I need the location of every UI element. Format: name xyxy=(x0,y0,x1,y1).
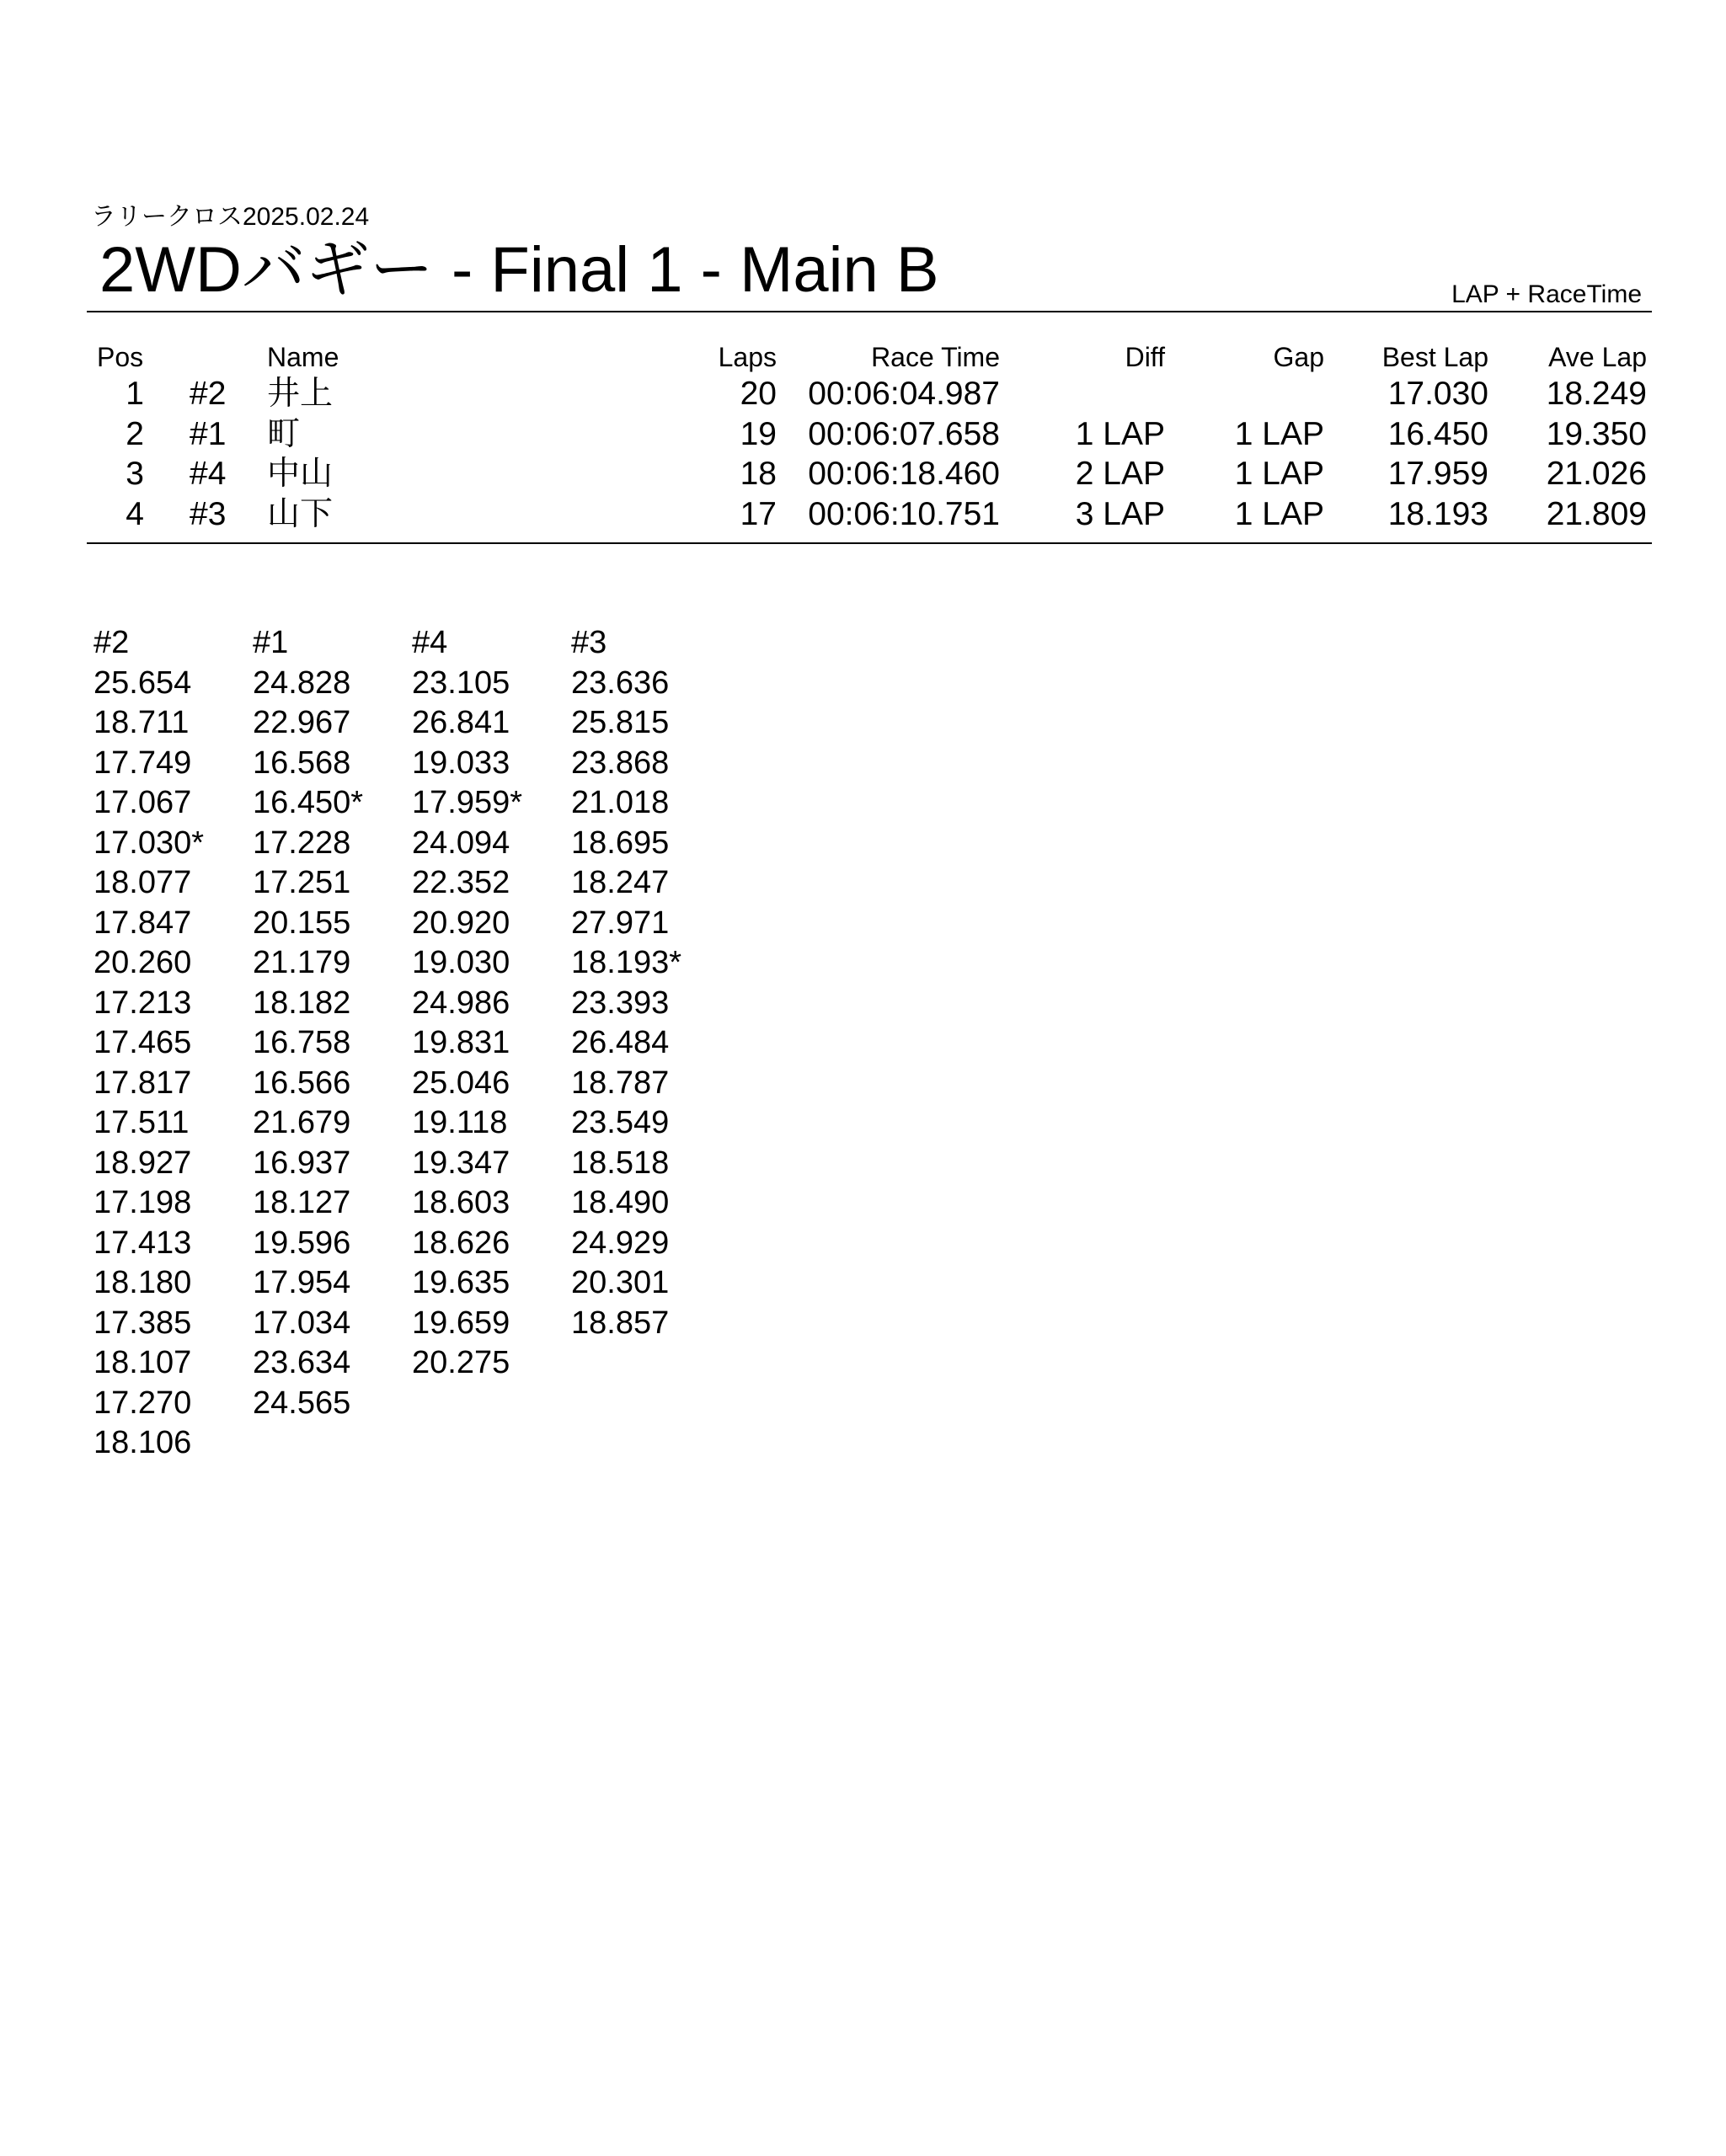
result-car-number: #3 xyxy=(190,495,227,532)
lap-time: 25.046 xyxy=(412,1065,510,1101)
result-race-time: 00:06:18.460 xyxy=(808,456,1000,492)
lap-column-header: #3 xyxy=(571,625,607,660)
result-best-lap: 17.030 xyxy=(1387,376,1488,412)
results-row xyxy=(87,454,1652,494)
result-driver-name: 中山 xyxy=(267,456,334,492)
results-header-row xyxy=(87,340,1652,374)
lap-time: 17.030* xyxy=(94,825,205,861)
lap-time: 24.986 xyxy=(412,985,510,1021)
lap-column xyxy=(94,623,253,1464)
lap-column xyxy=(571,623,730,1464)
result-driver-name: 井上 xyxy=(267,376,334,412)
lap-time: 19.659 xyxy=(412,1305,510,1341)
lap-column-header: #2 xyxy=(94,625,130,660)
lap-time: 17.749 xyxy=(94,744,192,781)
lap-time: 26.841 xyxy=(412,705,510,740)
result-ave-lap: 21.026 xyxy=(1546,456,1647,492)
lap-column xyxy=(253,623,412,1464)
lap-time: 17.954 xyxy=(253,1265,351,1300)
result-driver-name: 山下 xyxy=(267,495,334,532)
lap-time: 24.828 xyxy=(253,664,351,701)
lap-time: 19.030 xyxy=(412,945,510,980)
lap-time: 17.385 xyxy=(94,1305,192,1341)
result-driver-name: 町 xyxy=(267,415,301,452)
lap-time: 23.868 xyxy=(571,744,670,781)
result-best-lap: 17.959 xyxy=(1387,456,1488,492)
lap-time: 17.270 xyxy=(94,1385,192,1421)
lap-time: 18.193* xyxy=(571,945,682,980)
column-header-ave-lap: Ave Lap xyxy=(1548,342,1647,372)
lap-time: 17.213 xyxy=(94,985,192,1021)
lap-time: 22.352 xyxy=(412,865,510,900)
result-gap: 1 LAP xyxy=(1234,456,1324,492)
lap-time: 17.034 xyxy=(253,1305,351,1341)
lap-time: 22.967 xyxy=(253,705,351,740)
lap-time: 18.182 xyxy=(253,985,351,1021)
column-header-laps: Laps xyxy=(718,342,777,372)
lap-time: 17.413 xyxy=(94,1225,192,1261)
lap-time: 17.198 xyxy=(94,1185,192,1220)
result-ave-lap: 19.350 xyxy=(1546,415,1647,452)
result-pos: 3 xyxy=(126,456,144,492)
result-car-number: #4 xyxy=(190,456,227,492)
lap-time: 27.971 xyxy=(571,905,670,941)
lap-time: 17.511 xyxy=(94,1105,190,1140)
result-pos: 1 xyxy=(126,376,144,412)
lap-time: 18.247 xyxy=(571,865,670,900)
lap-time: 19.347 xyxy=(412,1145,510,1181)
lap-time: 18.695 xyxy=(571,825,670,861)
lap-time: 16.566 xyxy=(253,1065,351,1101)
result-race-time: 00:06:10.751 xyxy=(808,495,1000,532)
lap-time: 18.127 xyxy=(253,1185,351,1220)
lap-times-table xyxy=(94,623,730,1464)
event-name: ラリークロス2025.02.24 xyxy=(91,203,370,231)
lap-time: 18.927 xyxy=(94,1145,192,1181)
lap-time: 18.490 xyxy=(571,1185,670,1220)
lap-time: 18.518 xyxy=(571,1145,670,1181)
result-diff: 1 LAP xyxy=(1075,415,1165,452)
result-race-time: 00:06:04.987 xyxy=(808,376,1000,412)
lap-time: 25.815 xyxy=(571,705,670,740)
lap-time: 20.155 xyxy=(253,905,351,941)
result-pos: 2 xyxy=(126,415,144,452)
lap-time: 17.228 xyxy=(253,825,351,861)
lap-time: 18.077 xyxy=(94,865,192,900)
lap-time: 21.679 xyxy=(253,1105,351,1140)
result-car-number: #2 xyxy=(190,376,227,412)
lap-time: 17.251 xyxy=(253,865,351,900)
result-pos: 4 xyxy=(126,495,144,532)
result-laps: 17 xyxy=(740,495,777,532)
lap-time: 17.817 xyxy=(94,1065,192,1101)
report-type: LAP + RaceTime xyxy=(1451,280,1642,308)
column-header-gap: Gap xyxy=(1273,342,1324,372)
lap-time: 18.711 xyxy=(94,705,190,740)
result-ave-lap: 21.809 xyxy=(1546,495,1647,532)
result-race-time: 00:06:07.658 xyxy=(808,415,1000,452)
results-table xyxy=(87,340,1652,534)
lap-time: 23.634 xyxy=(253,1345,351,1380)
lap-time: 19.635 xyxy=(412,1265,510,1300)
results-divider xyxy=(87,542,1652,544)
result-diff: 3 LAP xyxy=(1075,495,1165,532)
lap-time: 24.929 xyxy=(571,1225,670,1261)
lap-time: 16.758 xyxy=(253,1025,351,1060)
lap-time: 23.393 xyxy=(571,985,670,1021)
lap-time: 24.094 xyxy=(412,825,510,861)
lap-time: 18.106 xyxy=(94,1425,192,1460)
lap-time: 17.847 xyxy=(94,905,192,941)
lap-time: 18.787 xyxy=(571,1065,670,1101)
result-laps: 20 xyxy=(740,376,777,412)
results-row xyxy=(87,414,1652,455)
lap-time: 23.549 xyxy=(571,1105,670,1140)
lap-time: 19.118 xyxy=(412,1105,508,1140)
lap-time: 17.959* xyxy=(412,785,523,820)
lap-time: 19.033 xyxy=(412,744,510,781)
lap-time: 18.603 xyxy=(412,1185,510,1220)
result-laps: 18 xyxy=(740,456,777,492)
lap-time: 16.450* xyxy=(253,785,364,820)
result-diff: 2 LAP xyxy=(1075,456,1165,492)
lap-time: 20.920 xyxy=(412,905,510,941)
lap-time: 18.180 xyxy=(94,1265,192,1300)
result-laps: 19 xyxy=(740,415,777,452)
column-header-name: Name xyxy=(267,342,339,372)
result-gap: 1 LAP xyxy=(1234,495,1324,532)
lap-time: 26.484 xyxy=(571,1025,670,1060)
lap-time: 16.937 xyxy=(253,1145,351,1181)
lap-time: 21.018 xyxy=(571,785,670,820)
result-car-number: #1 xyxy=(190,415,227,452)
column-header-race-time: Race Time xyxy=(871,342,1000,372)
lap-time: 17.067 xyxy=(94,785,192,820)
lap-time: 20.260 xyxy=(94,945,192,980)
lap-time: 17.465 xyxy=(94,1025,192,1060)
lap-time: 18.857 xyxy=(571,1305,670,1341)
lap-time: 25.654 xyxy=(94,664,192,701)
column-header-diff: Diff xyxy=(1125,342,1165,372)
result-best-lap: 16.450 xyxy=(1387,415,1488,452)
lap-time: 20.301 xyxy=(571,1265,670,1300)
lap-time: 16.568 xyxy=(253,744,351,781)
lap-time: 18.626 xyxy=(412,1225,510,1261)
lap-time: 19.596 xyxy=(253,1225,351,1261)
results-row xyxy=(87,494,1652,535)
lap-time: 21.179 xyxy=(253,945,351,980)
lap-time: 24.565 xyxy=(253,1385,351,1421)
lap-time: 19.831 xyxy=(412,1025,510,1060)
lap-time: 20.275 xyxy=(412,1345,510,1380)
results-row xyxy=(87,374,1652,414)
result-gap: 1 LAP xyxy=(1234,415,1324,452)
lap-time: 23.105 xyxy=(412,664,510,701)
result-best-lap: 18.193 xyxy=(1387,495,1488,532)
lap-column-header: #4 xyxy=(412,625,448,660)
column-header-best-lap: Best Lap xyxy=(1381,342,1488,372)
race-title: 2WDバギー - Final 1 - Main B xyxy=(99,234,939,306)
header-divider xyxy=(87,311,1652,312)
column-header-pos: Pos xyxy=(97,342,144,372)
lap-column-header: #1 xyxy=(253,625,289,660)
lap-time: 18.107 xyxy=(94,1345,192,1380)
lap-column xyxy=(412,623,571,1464)
result-ave-lap: 18.249 xyxy=(1546,376,1647,412)
lap-time: 23.636 xyxy=(571,664,670,701)
